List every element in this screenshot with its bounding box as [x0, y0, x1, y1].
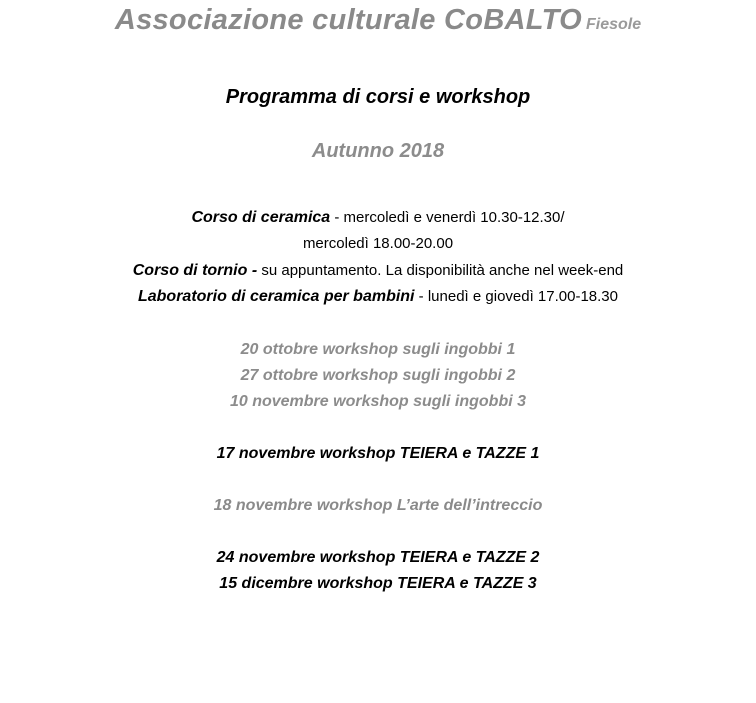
workshop-item: 18 novembre workshop L’arte dell’intreccio: [213, 497, 543, 514]
workshop-item: 15 dicembre workshop TEIERA e TAZZE 3: [219, 575, 537, 592]
association-name: Associazione culturale CoBALTO: [114, 4, 583, 36]
season-label: Autunno 2018: [311, 140, 445, 162]
course-separator: -: [330, 209, 344, 226]
course-schedule: mercoledì e venerdì 10.30-12.30/: [343, 209, 565, 226]
course-kids-lab: [0, 288, 756, 306]
workshop-item: 27 ottobre workshop sugli ingobbi 2: [240, 367, 516, 384]
workshop-item: 24 novembre workshop TEIERA e TAZZE 2: [216, 549, 540, 566]
page-title: [0, 4, 756, 37]
course-schedule: mercoledì 18.00-20.00: [302, 235, 454, 252]
course-ceramics-schedule-2: [0, 235, 756, 252]
course-schedule: lunedì e giovedì 17.00-18.30: [427, 288, 618, 305]
course-separator: -: [414, 288, 428, 305]
workshop-item: 20 ottobre workshop sugli ingobbi 1: [240, 341, 516, 358]
course-name: Corso di tornio -: [132, 262, 258, 279]
program-heading: Programma di corsi e workshop: [225, 86, 531, 108]
course-wheel: [0, 262, 756, 280]
course-name: Corso di ceramica: [191, 209, 331, 226]
location-label: Fiesole: [586, 16, 642, 33]
course-schedule: su appuntamento. La disponibilità anche nel week-end: [261, 262, 624, 279]
workshop-item: 17 novembre workshop TEIERA e TAZZE 1: [216, 445, 540, 462]
course-ceramics: [0, 209, 756, 227]
course-name: Laboratorio di ceramica per bambini: [137, 288, 415, 305]
workshop-item: 10 novembre workshop sugli ingobbi 3: [229, 393, 527, 410]
